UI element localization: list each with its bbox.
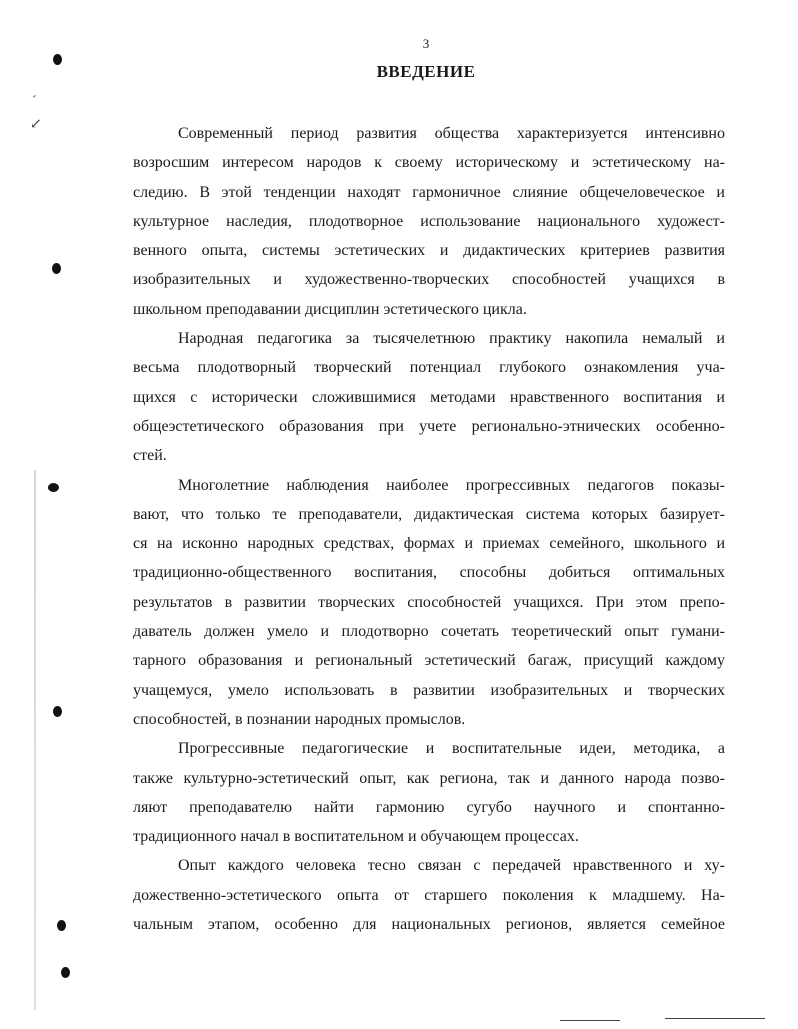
text-line: вают, что только те преподаватели, дидактическая система которых базирует- <box>133 505 725 523</box>
text-line: также культурно-эстетический опыт, как региона, так и данного народа позво- <box>133 769 725 787</box>
text-line: ся на исконно народных средствах, формах и приемах семейного, школьного и <box>133 535 725 553</box>
text-line: ляют преподавателю найти гармонию сугубо научного и спонтанно- <box>133 798 725 816</box>
text-line: школьном преподавании дисциплин эстетического цикла. <box>133 300 527 318</box>
punch-hole-mark <box>57 920 66 931</box>
punch-hole-mark <box>61 967 70 978</box>
text-line: культурное наследия, плодотворное использование национального художест- <box>133 212 725 230</box>
text-line: стей. <box>133 447 167 465</box>
scan-mark: ˊ <box>32 94 37 109</box>
text-line: весьма плодотворный творческий потенциал глубокого ознакомления уча- <box>133 359 725 377</box>
text-line: тарного образования и региональный эстетический багаж, присущий каждому <box>133 652 725 670</box>
text-line: чальным этапом, особенно для национальных регионов, является семейное <box>133 916 725 934</box>
text-line: результатов в развитии творческих способностей учащихся. При этом препо- <box>133 593 725 611</box>
paragraph-3 <box>133 471 725 735</box>
text-line: Многолетние наблюдения наиболее прогрессивных педагогов показы- <box>178 476 725 494</box>
text-line: Народная педагогика за тысячелетнюю практику накопила немалый и <box>178 330 725 348</box>
text-line: Современный период развития общества характеризуется интенсивно <box>178 125 725 142</box>
scan-bottom-line <box>560 1020 620 1021</box>
text-line: следию. В этой тенденции находят гармоничное слияние общечеловеческое и <box>133 183 725 201</box>
text-line: дожественно-эстетического опыта от старшего поколения к младшему. На- <box>133 886 725 904</box>
text-line: щихся с исторически сложившимися методами нравственного воспитания и <box>133 388 725 406</box>
text-line: венного опыта, системы эстетических и дидактических критериев развития <box>133 242 725 260</box>
text-line: Прогрессивные педагогические и воспитательные идеи, методика, а <box>178 740 725 758</box>
text-line: общеэстетического образования при учете регионально-этнических особенно- <box>133 417 725 435</box>
text-line: способностей, в познании народных промыслов. <box>133 710 466 728</box>
punch-hole-mark <box>53 706 62 717</box>
page-title: ВВЕДЕНИЕ <box>376 62 476 81</box>
text-line: традиционного начал в воспитательном и обучающем процессах. <box>133 828 579 846</box>
document-body <box>133 119 725 939</box>
text-line: даватель должен умело и плодотворно сочетать теоретический опыт гумани- <box>133 623 725 641</box>
punch-hole-mark <box>52 263 61 274</box>
punch-hole-mark <box>48 483 59 492</box>
text-line: учащемуся, умело использовать в развитии изобразительных и творческих <box>133 681 725 699</box>
paragraph-2 <box>133 324 725 470</box>
page-number: 3 <box>422 36 430 51</box>
scan-bottom-line <box>665 1018 765 1019</box>
text-line: традиционно-общественного воспитания, способны добиться оптимальных <box>133 564 725 582</box>
text-line: изобразительных и художественно-творческих способностей учащихся в <box>133 271 725 289</box>
paragraph-1 <box>133 119 725 324</box>
scan-mark: ↙ <box>30 117 42 132</box>
paragraph-5 <box>133 851 725 939</box>
text-line: Опыт каждого человека тесно связан с передачей нравственного и ху- <box>178 857 725 875</box>
scan-margin-shadow <box>34 470 36 1010</box>
text-line: возросшим интересом народов к своему историческому и эстетическому на- <box>133 154 725 172</box>
paragraph-4 <box>133 734 725 851</box>
